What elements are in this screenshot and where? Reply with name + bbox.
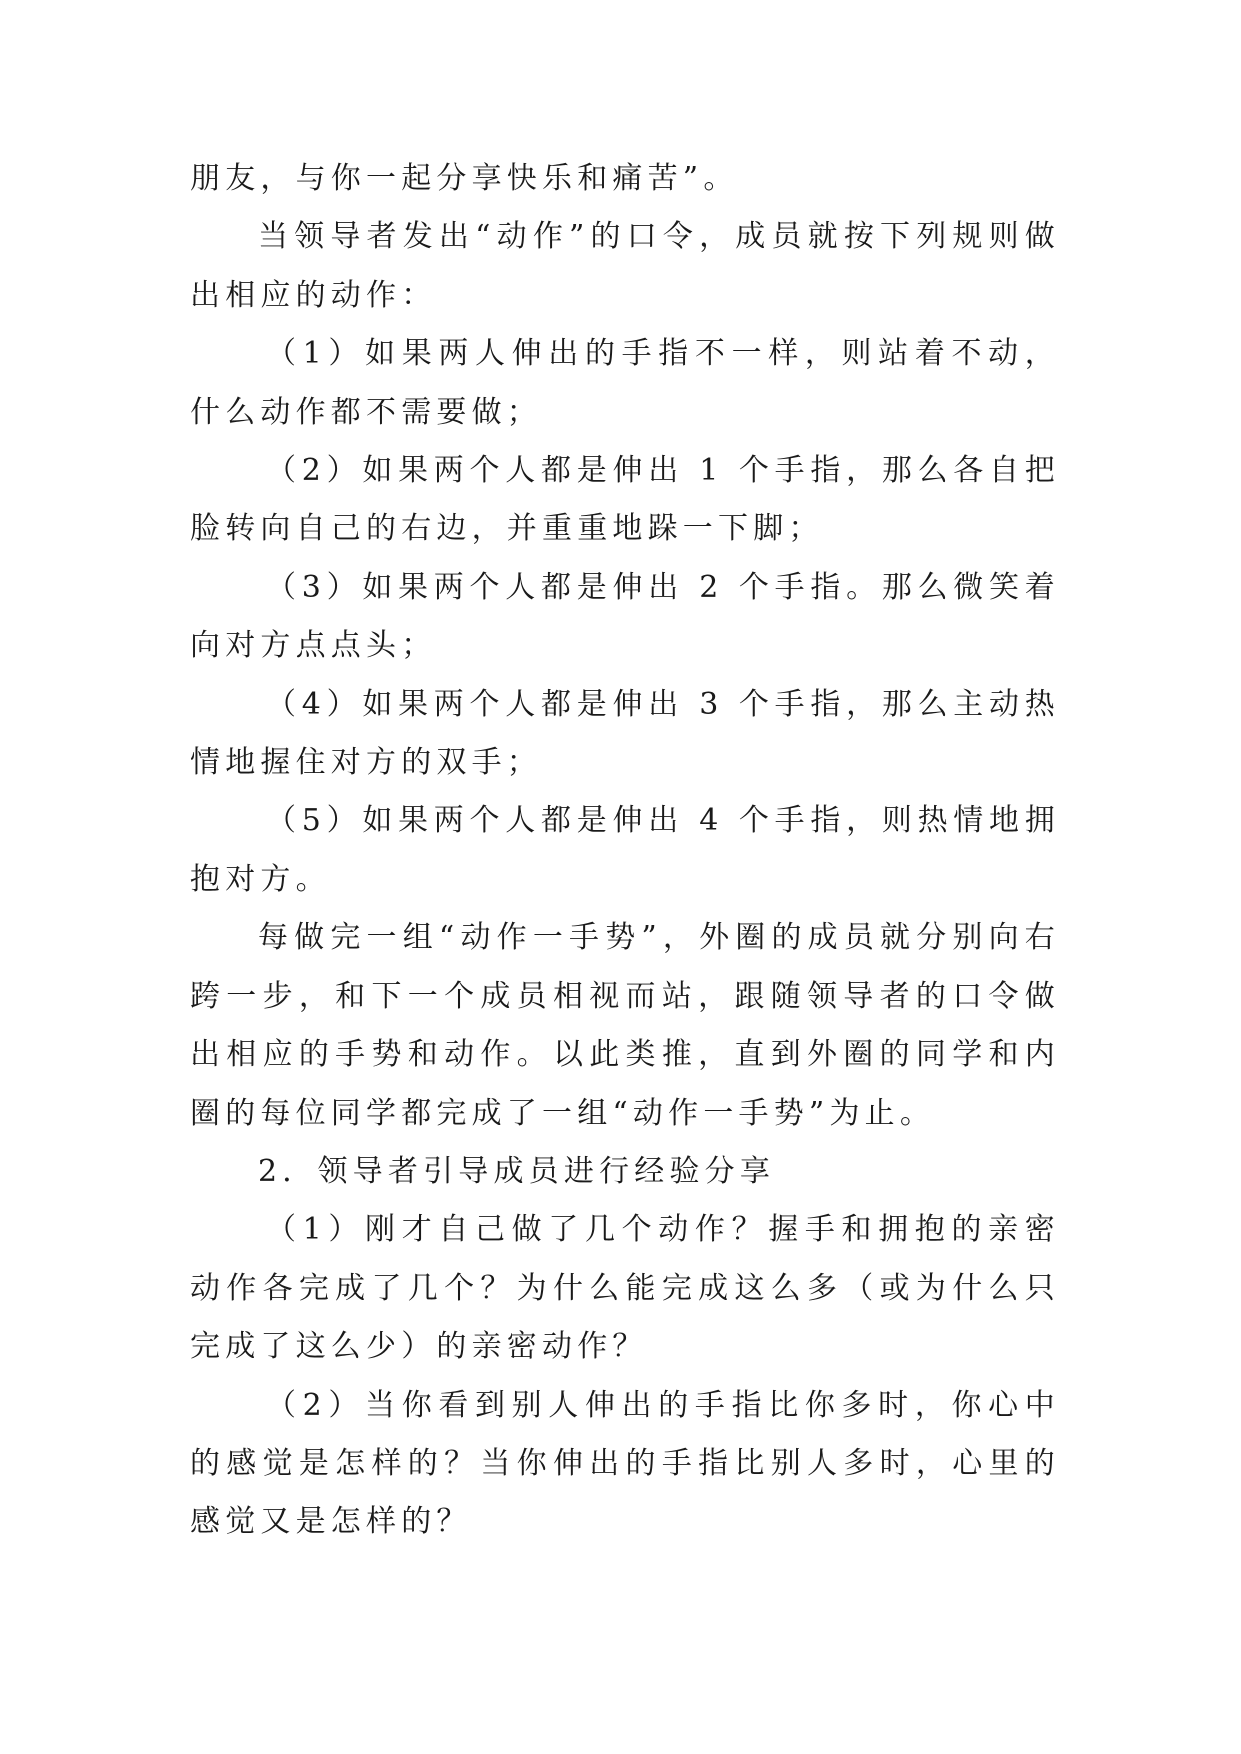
paragraph-2: 当领导者发出“动作”的口令，成员就按下列规则做出相应的动作： — [190, 219, 1060, 313]
rule-2-paragraph: （2）如果两个人都是伸出 1 个手指，那么各自把脸转向自己的右边，并重重地跺一下脚； — [190, 453, 1060, 547]
rule-3-paragraph: （3）如果两个人都是伸出 2 个手指。那么微笑着向对方点点头； — [190, 569, 1060, 664]
rule-1-paragraph: （1）如果两人伸出的手指不一样，则站着不动，什么动作都不需要做； — [190, 336, 1060, 430]
paragraph-1: 朋友，与你一起分享快乐和痛苦”。 — [190, 161, 739, 196]
question-1-paragraph: （1）刚才自己做了几个动作？握手和拥抱的亲密动作各完成了几个？为什么能完成这么多（或为什么只完成了这么少）的亲密动作？ — [190, 1212, 1060, 1365]
paragraph-rotation: 每做完一组“动作一手势”，外圈的成员就分别向右跨一步，和下一个成员相视而站，跟随领导者的口令做出相应的手势和动作。以此类推，直到外圈的同学和内圈的每位同学都完成了一组“动作一手势”为止。 — [190, 920, 1060, 1131]
rule-5-paragraph: （5）如果两个人都是伸出 4 个手指，则热情地拥抱对方。 — [190, 803, 1060, 897]
section-heading: 2．领导者引导成员进行经验分享 — [258, 1153, 776, 1189]
question-2-paragraph: （2）当你看到别人伸出的手指比你多时，你心中的感觉是怎样的？当你伸出的手指比别人多时，心里的感觉又是怎样的？ — [190, 1387, 1060, 1540]
rule-4-paragraph: （4）如果两个人都是伸出 3 个手指，那么主动热情地握住对方的双手； — [190, 686, 1060, 781]
document-page — [190, 150, 1060, 1552]
